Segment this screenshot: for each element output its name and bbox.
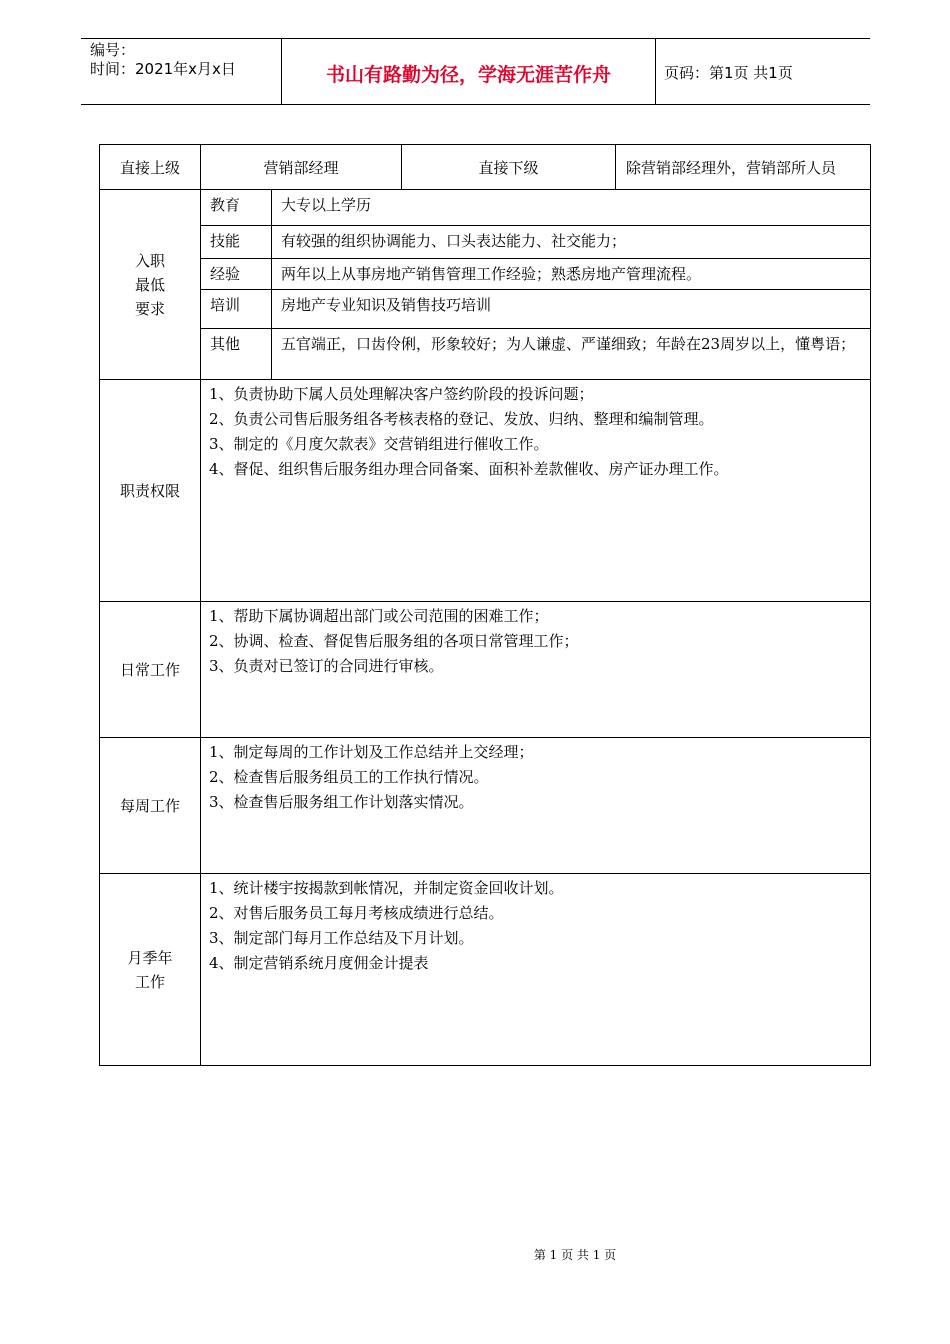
duties-category: 职责权限 xyxy=(100,380,201,602)
list-item: 3、制定部门每月工作总结及下月计划。 xyxy=(209,929,474,947)
list-item: 1、制定每周的工作计划及工作总结并上交经理； xyxy=(209,743,534,761)
subordinate-value: 除营销部经理外，营销部所人员 xyxy=(616,145,871,190)
superior-label: 直接上级 xyxy=(100,145,201,190)
requirement-label: 教育 xyxy=(201,190,272,226)
list-item: 2、协调、检查、督促售后服务组的各项日常管理工作； xyxy=(209,632,579,650)
list-item: 2、检查售后服务组员工的工作执行情况。 xyxy=(209,768,489,786)
daily-list xyxy=(201,602,871,738)
superior-value: 营销部经理 xyxy=(201,145,402,190)
job-description-table xyxy=(99,144,871,1066)
list-item: 3、制定的《月度欠款表》交营销组进行催收工作。 xyxy=(209,435,549,453)
list-item: 4、督促、组织售后服务组办理合同备案、面积补差款催收、房产证办理工作。 xyxy=(209,460,729,478)
list-item: 1、统计楼宇按揭款到帐情况，并制定资金回收计划。 xyxy=(209,879,564,897)
monthly-list xyxy=(201,874,871,1066)
header-divider xyxy=(655,38,656,105)
list-item: 1、帮助下属协调超出部门或公司范围的困难工作； xyxy=(209,607,549,625)
requirements-category xyxy=(100,190,201,380)
document-date-label: 时间：2021年x月x日 xyxy=(90,60,236,78)
daily-category: 日常工作 xyxy=(100,602,201,738)
list-item: 1、负责协助下属人员处理解决客户签约阶段的投诉问题； xyxy=(209,385,594,403)
requirement-label: 技能 xyxy=(201,226,272,259)
header-top-rule xyxy=(81,38,870,39)
requirement-value: 五官端正，口齿伶俐，形象较好；为人谦虚、严谨细致；年龄在23周岁以上，懂粤语； xyxy=(272,329,871,380)
daily-row xyxy=(100,602,871,738)
header-motto: 书山有路勤为径，学海无涯苦作舟 xyxy=(325,64,611,86)
requirements-category-line: 最低 xyxy=(134,275,165,294)
requirement-value: 两年以上从事房地产销售管理工作经验；熟悉房地产管理流程。 xyxy=(272,259,871,290)
requirement-value: 大专以上学历 xyxy=(272,190,871,226)
requirement-row xyxy=(100,259,871,290)
duties-list xyxy=(201,380,871,602)
header-page-indicator: 页码：第1页 共1页 xyxy=(664,64,793,82)
list-item: 4、制定营销系统月度佣金计提表 xyxy=(209,954,429,972)
page-footer xyxy=(0,1246,950,1263)
requirements-category-line: 要求 xyxy=(134,299,165,318)
weekly-list xyxy=(201,738,871,874)
requirement-row xyxy=(100,329,871,380)
requirement-row xyxy=(100,290,871,329)
list-item: 3、检查售后服务组工作计划落实情况。 xyxy=(209,793,474,811)
requirement-value: 有较强的组织协调能力、口头表达能力、社交能力； xyxy=(272,226,871,259)
duties-row xyxy=(100,380,871,602)
monthly-category-line: 工作 xyxy=(134,972,165,991)
list-item: 3、负责对已签订的合同进行审核。 xyxy=(209,657,444,675)
requirement-row xyxy=(100,226,871,259)
list-item: 2、对售后服务员工每月考核成绩进行总结。 xyxy=(209,904,504,922)
weekly-category: 每周工作 xyxy=(100,738,201,874)
monthly-category xyxy=(100,874,201,1066)
requirements-category-line: 入职 xyxy=(134,251,165,270)
list-item: 2、负责公司售后服务组各考核表格的登记、发放、归纳、整理和编制管理。 xyxy=(209,410,714,428)
requirement-label: 经验 xyxy=(201,259,272,290)
document-number-label: 编号： xyxy=(90,41,136,59)
requirement-label: 其他 xyxy=(201,329,272,380)
weekly-row xyxy=(100,738,871,874)
header-bottom-rule xyxy=(81,104,870,105)
monthly-row xyxy=(100,874,871,1066)
subordinate-label: 直接下级 xyxy=(402,145,616,190)
reporting-row xyxy=(100,145,871,190)
requirement-row xyxy=(100,190,871,226)
requirement-label: 培训 xyxy=(201,290,272,329)
monthly-category-line: 月季年 xyxy=(127,948,173,967)
requirement-value: 房地产专业知识及销售技巧培训 xyxy=(272,290,871,329)
footer-page-number: 第 1 页 共 1 页 xyxy=(533,1248,617,1262)
